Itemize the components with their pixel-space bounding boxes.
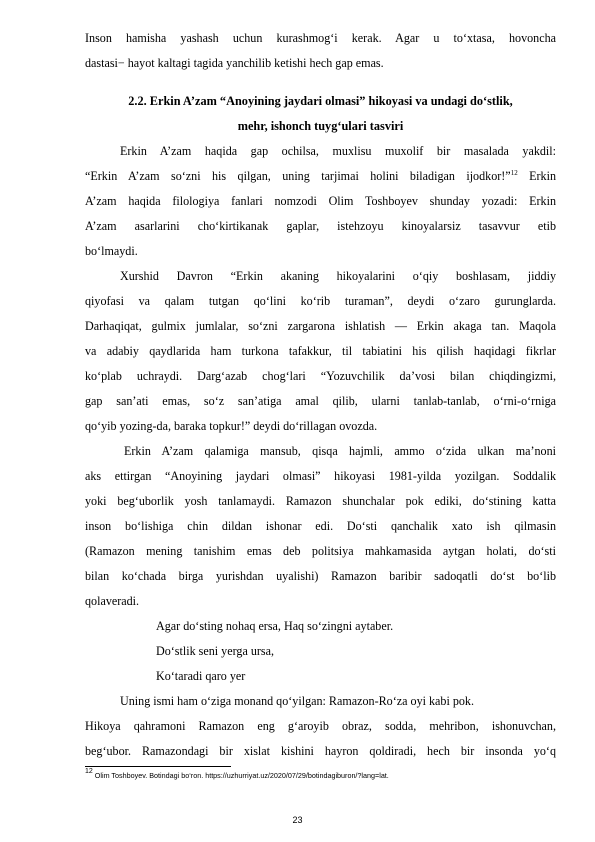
text-line: inson bo‘lishiga chin dildan ishonar edi. Do‘sti qanchalik xato ish qilmasin [85, 519, 556, 533]
text-line: yoki beg‘uborlik yosh tanlamaydi. Ramazon shunchalar pok ediki, do‘stining katta [85, 494, 556, 508]
text-line: Uning ismi ham o‘ziga monand qo‘yilgan: Ramazon-Ro‘za oyi kabi pok. [120, 694, 475, 708]
text-line-with-footnote [85, 169, 556, 183]
footnote-number: 12 [85, 768, 93, 775]
section-heading: 2.2. Erkin A’zam “Anoyining jaydari olmasi” hikoyasi va undagi do‘stlik, [128, 94, 513, 108]
page-number: 23 [292, 815, 303, 825]
text-line: qiyofasi va qalam tutgan qo‘lini ko‘rib turaman”, deydi o‘zaro gurunglarda. [85, 294, 556, 308]
footnote-divider [85, 766, 231, 767]
verse-line: Do‘stlik seni yerga ursa, [156, 644, 275, 658]
footnote [85, 768, 389, 780]
verse-line: Ko‘taradi qaro yer [156, 669, 246, 683]
text-line: Darhaqiqat, gulmix jumlalar, so‘zni zargarona ishlatish — Erkin akaga tan. Maqola [85, 319, 556, 333]
text-line: va adabiy qaydlarida ham turkona tafakkur, til tabiatini his qilish haqidagi fikrlar [85, 344, 556, 358]
text-line: Erkin A’zam haqida gap ochilsa, muxlisu muxolif bir masalada yakdil: [120, 144, 556, 158]
text-line: Erkin A’zam qalamiga mansub, qisqa hajmli, ammo o‘zida ulkan ma’noni [124, 444, 556, 458]
text-line: bilan ko‘chada birga yurishdan uyalishi) Ramazon baribir sadoqatli do‘st bo‘lib [85, 569, 556, 583]
footnote-reference: 12 [510, 169, 518, 177]
text-line: A’zam asarlarini cho‘kirtikanak gaplar, istehzoyu kinoyalarsiz tasavvur etib [85, 219, 556, 233]
text-line: qolaveradi. [85, 594, 140, 608]
text-line: qo‘yib yozing-da, baraka topkur!” deydi do‘rillagan ovozda. [85, 419, 378, 433]
section-heading: mehr, ishonch tuyg‘ulari tasviri [237, 119, 404, 133]
quote-trailing-text: Erkin [517, 169, 556, 183]
text-line: Xurshid Davron “Erkin akaning hikoyalarini o‘qiy boshlasam, jiddiy [120, 269, 556, 283]
text-line: Hikoya qahramoni Ramazon eng g‘aroyib obraz, sodda, mehribon, ishonuvchan, [85, 719, 556, 733]
text-line: (Ramazon mening tanishim emas deb politsiya mahkamasida aytgan holati, do‘sti [85, 544, 556, 558]
text-line: A’zam haqida filologiya fanlari nomzodi Olim Toshboyev shunday yozadi: Erkin [85, 194, 556, 208]
verse-line: Agar do‘sting nohaq ersa, Haq so‘zingni aytaber. [156, 619, 394, 633]
text-line: gap san’ati emas, so‘z san’atiga amal qilib, ularni tanlab-tanlab, o‘rni-o‘rniga [85, 394, 556, 408]
text-line: beg‘ubor. Ramazondagi bir xislat kishini hayron qoldiradi, hech bir insonda yo‘q [85, 744, 556, 758]
text-line: ko‘plab uchraydi. Darg‘azab chog‘lari “Yozuvchilik da’vosi bilan chiqdingizmi, [85, 369, 556, 383]
quote-text: “Erkin A’zam so‘zni his qilgan, uning tarjimai holini biladigan ijodkor!” [85, 169, 511, 183]
text-line: Inson hamisha yashash uchun kurashmog‘i kerak. Agar u to‘xtasa, hovoncha [85, 31, 556, 45]
text-line: aks ettirgan “Anoyining jaydari olmasi” hikoyasi 1981-yilda yozilgan. Soddalik [85, 469, 556, 483]
text-line: bo‘lmaydi. [85, 244, 138, 258]
text-line: dastasi− hayot kaltagi tagida yanchilib ketishi hech gap emas. [85, 56, 384, 70]
footnote-text: Olim Toshboyev. Botindagi bo‘ron. https://uzhurriyat.uz/2020/07/29/botindagiburon/?lang=lat. [92, 771, 389, 780]
